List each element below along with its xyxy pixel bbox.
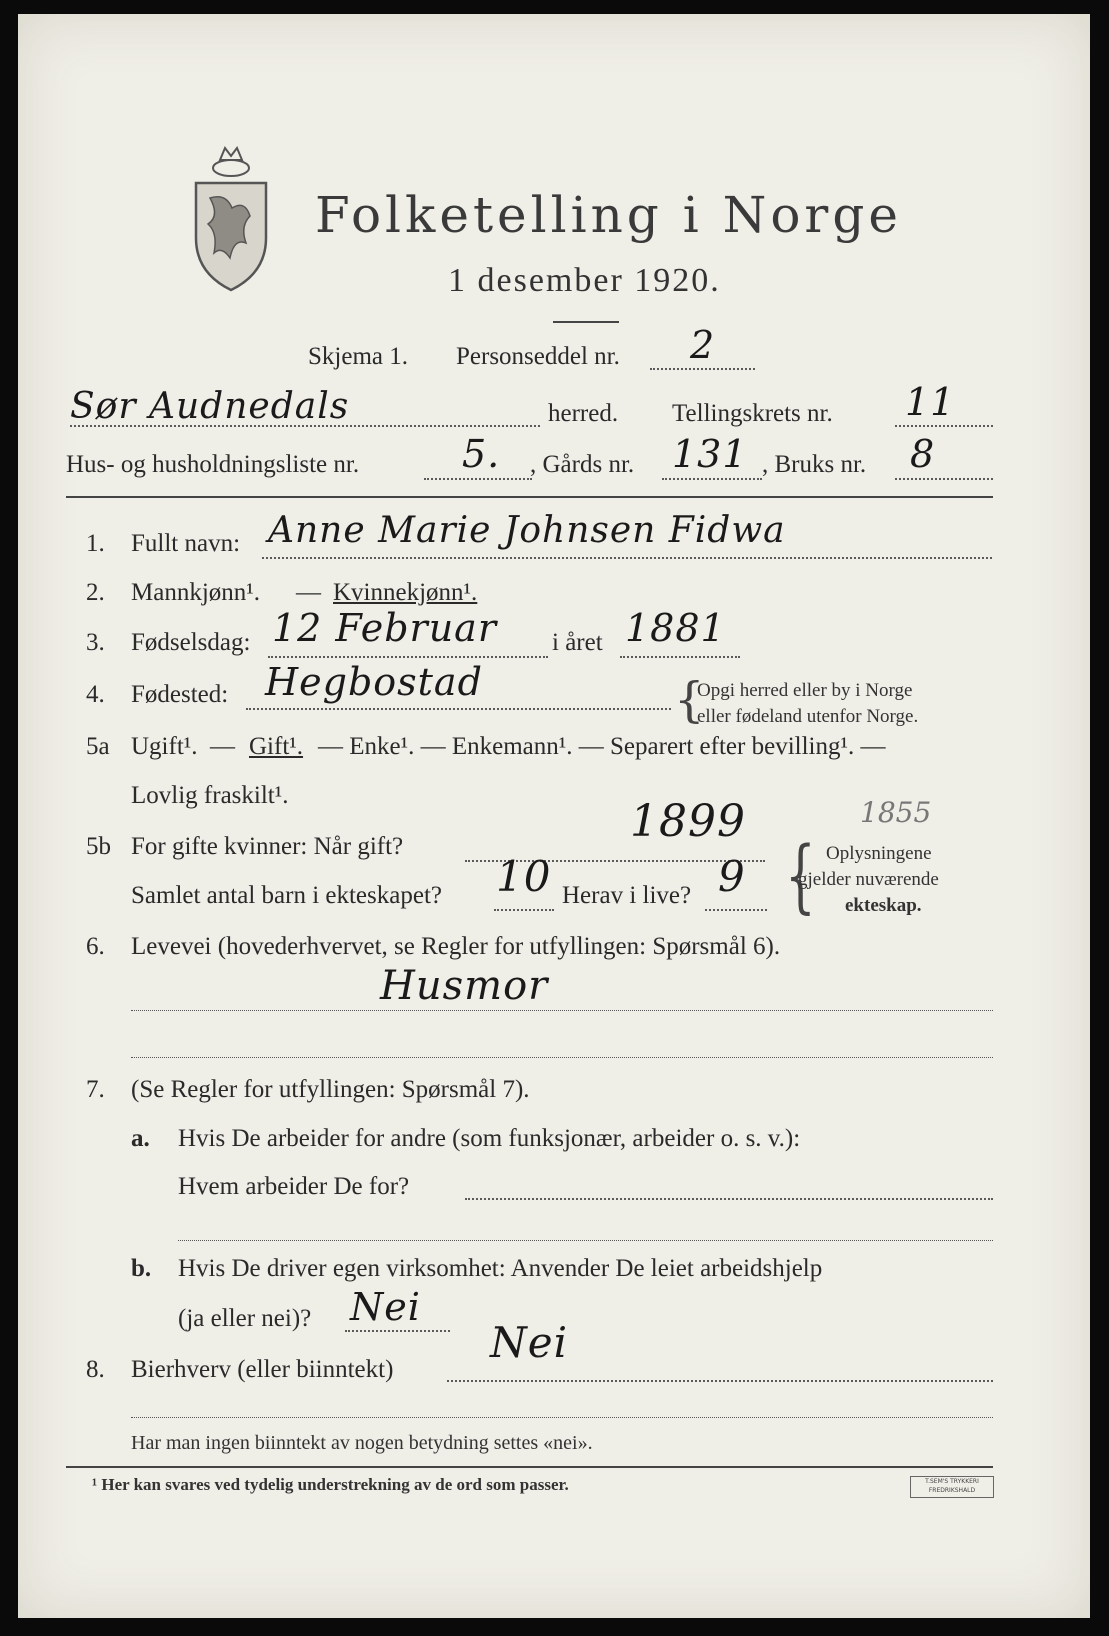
- q7a-line2: Hvem arbeider De for?: [178, 1173, 410, 1200]
- form-title: Folketelling i Norge: [315, 186, 902, 244]
- q7b-dotline: [345, 1330, 450, 1332]
- q5b-margin-note: 1855: [860, 796, 932, 829]
- q3-label: Fødselsdag:: [131, 629, 251, 656]
- bruks-dotline: [895, 478, 993, 480]
- norwegian-coat-of-arms-icon: [190, 138, 272, 293]
- footer-note: Har man ingen biinntekt av nogen betydning settes «nei».: [131, 1432, 593, 1454]
- q7a-line1: Hvis De arbeider for andre (som funksjonær, arbeider o. s. v.):: [178, 1125, 801, 1152]
- q2-separator: —: [296, 579, 321, 606]
- herred-label: herred.: [548, 400, 619, 427]
- hus-value[interactable]: 5.: [462, 432, 501, 476]
- q8-label: Bierhverv (eller biinntekt): [131, 1356, 394, 1383]
- q2-male[interactable]: Mannkjønn¹.: [131, 579, 261, 606]
- q3-year-dotline: [620, 656, 740, 658]
- q7b-answer[interactable]: Nei: [350, 1285, 421, 1329]
- q5b-children-value[interactable]: 10: [496, 852, 552, 901]
- q2-female-underlined[interactable]: Kvinnekjønn¹.: [333, 579, 478, 606]
- q7a-extra-line: [178, 1240, 993, 1241]
- q1-number: 1.: [86, 530, 105, 557]
- q5a-gift-underlined[interactable]: Gift¹.: [249, 733, 304, 760]
- q6-line1: [131, 1010, 993, 1011]
- q5b-note-line1: Oplysningene: [826, 843, 932, 864]
- printer-stamp: [910, 1476, 994, 1498]
- q5b-note-line2: gjelder nuværende: [798, 869, 939, 890]
- q3-birthdate[interactable]: 12 Februar: [272, 606, 497, 650]
- q3-birth-year[interactable]: 1881: [625, 606, 726, 650]
- tellingskrets-value[interactable]: 11: [905, 380, 956, 424]
- q5b-children-label: Samlet antal barn i ekteskapet?: [131, 882, 442, 909]
- q7b-line2: (ja eller nei)?: [178, 1305, 312, 1332]
- q5b-married-year[interactable]: 1899: [630, 796, 746, 847]
- personseddel-label: Personseddel nr.: [456, 343, 620, 370]
- q1-label: Fullt navn:: [131, 530, 241, 557]
- q5b-married-label: For gifte kvinner: Når gift?: [131, 833, 404, 860]
- q3-year-label: i året: [552, 629, 603, 656]
- q5a-number: 5a: [86, 733, 110, 760]
- q7-number: 7.: [86, 1076, 105, 1103]
- printer-text: T.SEM'S TRYKKERI FREDRIKSHALD: [925, 1478, 979, 1494]
- q4-note-line2: eller fødeland utenfor Norge.: [697, 706, 919, 727]
- census-date: 1 desember 1920.: [448, 262, 721, 299]
- q3-number: 3.: [86, 629, 105, 656]
- q5a-ugift[interactable]: Ugift¹.: [131, 733, 198, 760]
- q7a-letter: a.: [131, 1125, 150, 1152]
- q5a-dash: —: [210, 733, 235, 760]
- gards-value[interactable]: 131: [672, 432, 748, 476]
- q7a-dotline: [465, 1198, 993, 1200]
- footnote-divider: [66, 1466, 993, 1468]
- q2-number: 2.: [86, 579, 105, 606]
- herred-value[interactable]: Sør Audnedals: [70, 386, 350, 427]
- q5b-note-line3: ekteskap.: [845, 895, 922, 916]
- q5b-alive-dotline: [705, 909, 767, 911]
- q6-label: Levevei (hovederhvervet, se Regler for utfyllingen: Spørsmål 6).: [131, 933, 781, 960]
- q7b-line1: Hvis De driver egen virksomhet: Anvender De leiet arbeidshjelp: [178, 1255, 823, 1282]
- q5b-children-dotline: [494, 909, 554, 911]
- q4-dotline: [246, 708, 671, 710]
- q8-answer[interactable]: Nei: [490, 1318, 569, 1367]
- bruks-label: , Bruks nr.: [762, 451, 867, 478]
- q6-line2: [131, 1057, 993, 1058]
- q7b-letter: b.: [131, 1255, 152, 1282]
- gards-dotline: [662, 478, 762, 480]
- q8-extra-line: [131, 1417, 993, 1418]
- header-divider: [66, 496, 993, 498]
- hus-label: Hus- og husholdningsliste nr.: [66, 451, 360, 478]
- q5b-brace-icon: {: [785, 829, 816, 922]
- gards-label: , Gårds nr.: [530, 451, 635, 478]
- q6-number: 6.: [86, 933, 105, 960]
- q1-full-name[interactable]: Anne Marie Johnsen Fidwa: [268, 510, 786, 551]
- q4-brace-icon: {: [674, 672, 705, 728]
- personseddel-dotline: [650, 368, 755, 370]
- q4-label: Fødested:: [131, 681, 229, 708]
- herred-dotline: [70, 425, 540, 427]
- q4-number: 4.: [86, 681, 105, 708]
- bruks-value[interactable]: 8: [910, 432, 936, 476]
- q8-dotline: [447, 1380, 993, 1382]
- title-divider: [553, 321, 619, 323]
- q5b-number: 5b: [86, 833, 111, 860]
- schema-label: Skjema 1.: [308, 343, 408, 370]
- q3-dotline: [268, 656, 548, 658]
- q1-dotline: [262, 557, 992, 559]
- hus-dotline: [424, 478, 532, 480]
- tellingskrets-label: Tellingskrets nr.: [672, 400, 833, 427]
- q5b-alive-label: Herav i live?: [562, 882, 692, 909]
- q5a-fraskilt[interactable]: Lovlig fraskilt¹.: [131, 782, 289, 809]
- q5b-alive-value[interactable]: 9: [718, 852, 746, 901]
- q6-occupation[interactable]: Husmor: [380, 963, 549, 1009]
- q4-note-line1: Opgi herred eller by i Norge: [697, 680, 913, 701]
- q7-label: (Se Regler for utfyllingen: Spørsmål 7).: [131, 1076, 530, 1103]
- q4-birthplace[interactable]: Hegbostad: [265, 660, 483, 704]
- footnote: ¹ Her kan svares ved tydelig understrekning av de ord som passer.: [92, 1475, 569, 1494]
- q5a-other-options[interactable]: — Enke¹. — Enkemann¹. — Separert efter bevilling¹. —: [318, 733, 886, 760]
- personseddel-value[interactable]: 2: [690, 323, 716, 367]
- tellingskrets-dotline: [895, 425, 993, 427]
- q8-number: 8.: [86, 1356, 105, 1383]
